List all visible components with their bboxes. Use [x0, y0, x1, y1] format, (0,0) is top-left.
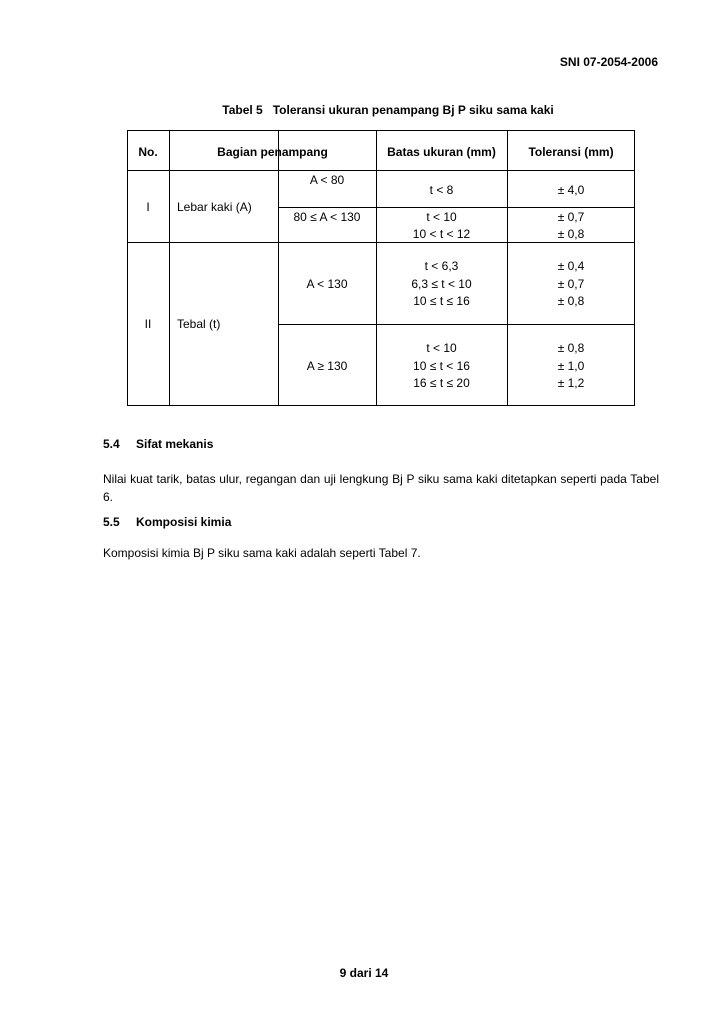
- table-border-bottom: [127, 405, 635, 406]
- section-heading-5-5: [103, 515, 231, 529]
- row1-range-2a: t < 10: [426, 210, 457, 224]
- row1-tol-2b: ± 0,8: [557, 227, 585, 241]
- tolerance-table: [127, 130, 635, 406]
- row2-sub-divider: [278, 324, 635, 325]
- row1-range-2b: 10 < t < 12: [412, 227, 471, 241]
- header-no: No.: [138, 145, 158, 159]
- document-id: SNI 07-2054-2006: [559, 55, 658, 69]
- section-title: Komposisi kimia: [136, 515, 232, 529]
- row2-range-2b: 10 ≤ t < 16: [413, 359, 470, 373]
- section-heading-5-4: [103, 437, 213, 451]
- row1-cond-1: A < 80: [309, 173, 345, 187]
- row1-tol-1: ± 4,0: [557, 183, 585, 197]
- row1-no: I: [146, 200, 150, 214]
- row2-tol-2c: ± 1,2: [557, 376, 585, 390]
- header-divider: [127, 170, 635, 171]
- row1-part: Lebar kaki (A): [177, 200, 252, 214]
- row2-range-2a: t < 10: [426, 341, 457, 355]
- row1-sub-divider: [278, 207, 635, 208]
- row2-tol-1c: ± 0,8: [557, 294, 585, 308]
- col-divider-1: [169, 130, 170, 406]
- row2-part: Tebal (t): [177, 317, 221, 331]
- table-caption: [0, 103, 728, 117]
- table-caption-label: Tabel 5: [222, 103, 263, 117]
- row1-tol-2a: ± 0,7: [557, 210, 585, 224]
- section-body-5-5: Komposisi kimia Bj P siku sama kaki adalah seperti Tabel 7.: [103, 546, 421, 560]
- row1-cond-2: 80 ≤ A < 130: [293, 210, 361, 224]
- row2-range-2c: 16 ≤ t ≤ 20: [413, 376, 470, 390]
- section-number: 5.5: [103, 515, 120, 529]
- row2-tol-1a: ± 0,4: [557, 259, 585, 273]
- table-border-left: [127, 130, 128, 406]
- row2-tol-2a: ± 0,8: [557, 341, 585, 355]
- table-caption-text: Toleransi ukuran penampang Bj P siku sama kaki: [272, 103, 554, 117]
- row2-tol-1b: ± 0,7: [557, 277, 585, 291]
- row1-range-1: t < 8: [429, 183, 454, 197]
- table-border-top: [127, 130, 635, 131]
- section-body-5-4: Nilai kuat tarik, batas ulur, regangan dan uji lengkung Bj P siku sama kaki ditetapkan seperti pada Tabel 6.: [103, 472, 659, 504]
- header-part: Bagian penampang: [217, 145, 328, 159]
- row2-range-1c: 10 ≤ t ≤ 16: [413, 294, 470, 308]
- row2-range-1a: t < 6,3: [424, 259, 459, 273]
- section-number: 5.4: [103, 437, 120, 451]
- section-title: Sifat mekanis: [136, 437, 214, 451]
- row2-tol-2b: ± 1,0: [557, 359, 585, 373]
- header-range: Batas ukuran (mm): [387, 145, 496, 159]
- row2-no: II: [144, 317, 152, 331]
- row2-cond-1: A < 130: [306, 277, 348, 291]
- row2-range-1b: 6,3 ≤ t < 10: [411, 277, 472, 291]
- header-tolerance: Toleransi (mm): [528, 145, 614, 159]
- row2-cond-2: A ≥ 130: [306, 359, 348, 373]
- page-number: 9 dari 14: [339, 966, 389, 980]
